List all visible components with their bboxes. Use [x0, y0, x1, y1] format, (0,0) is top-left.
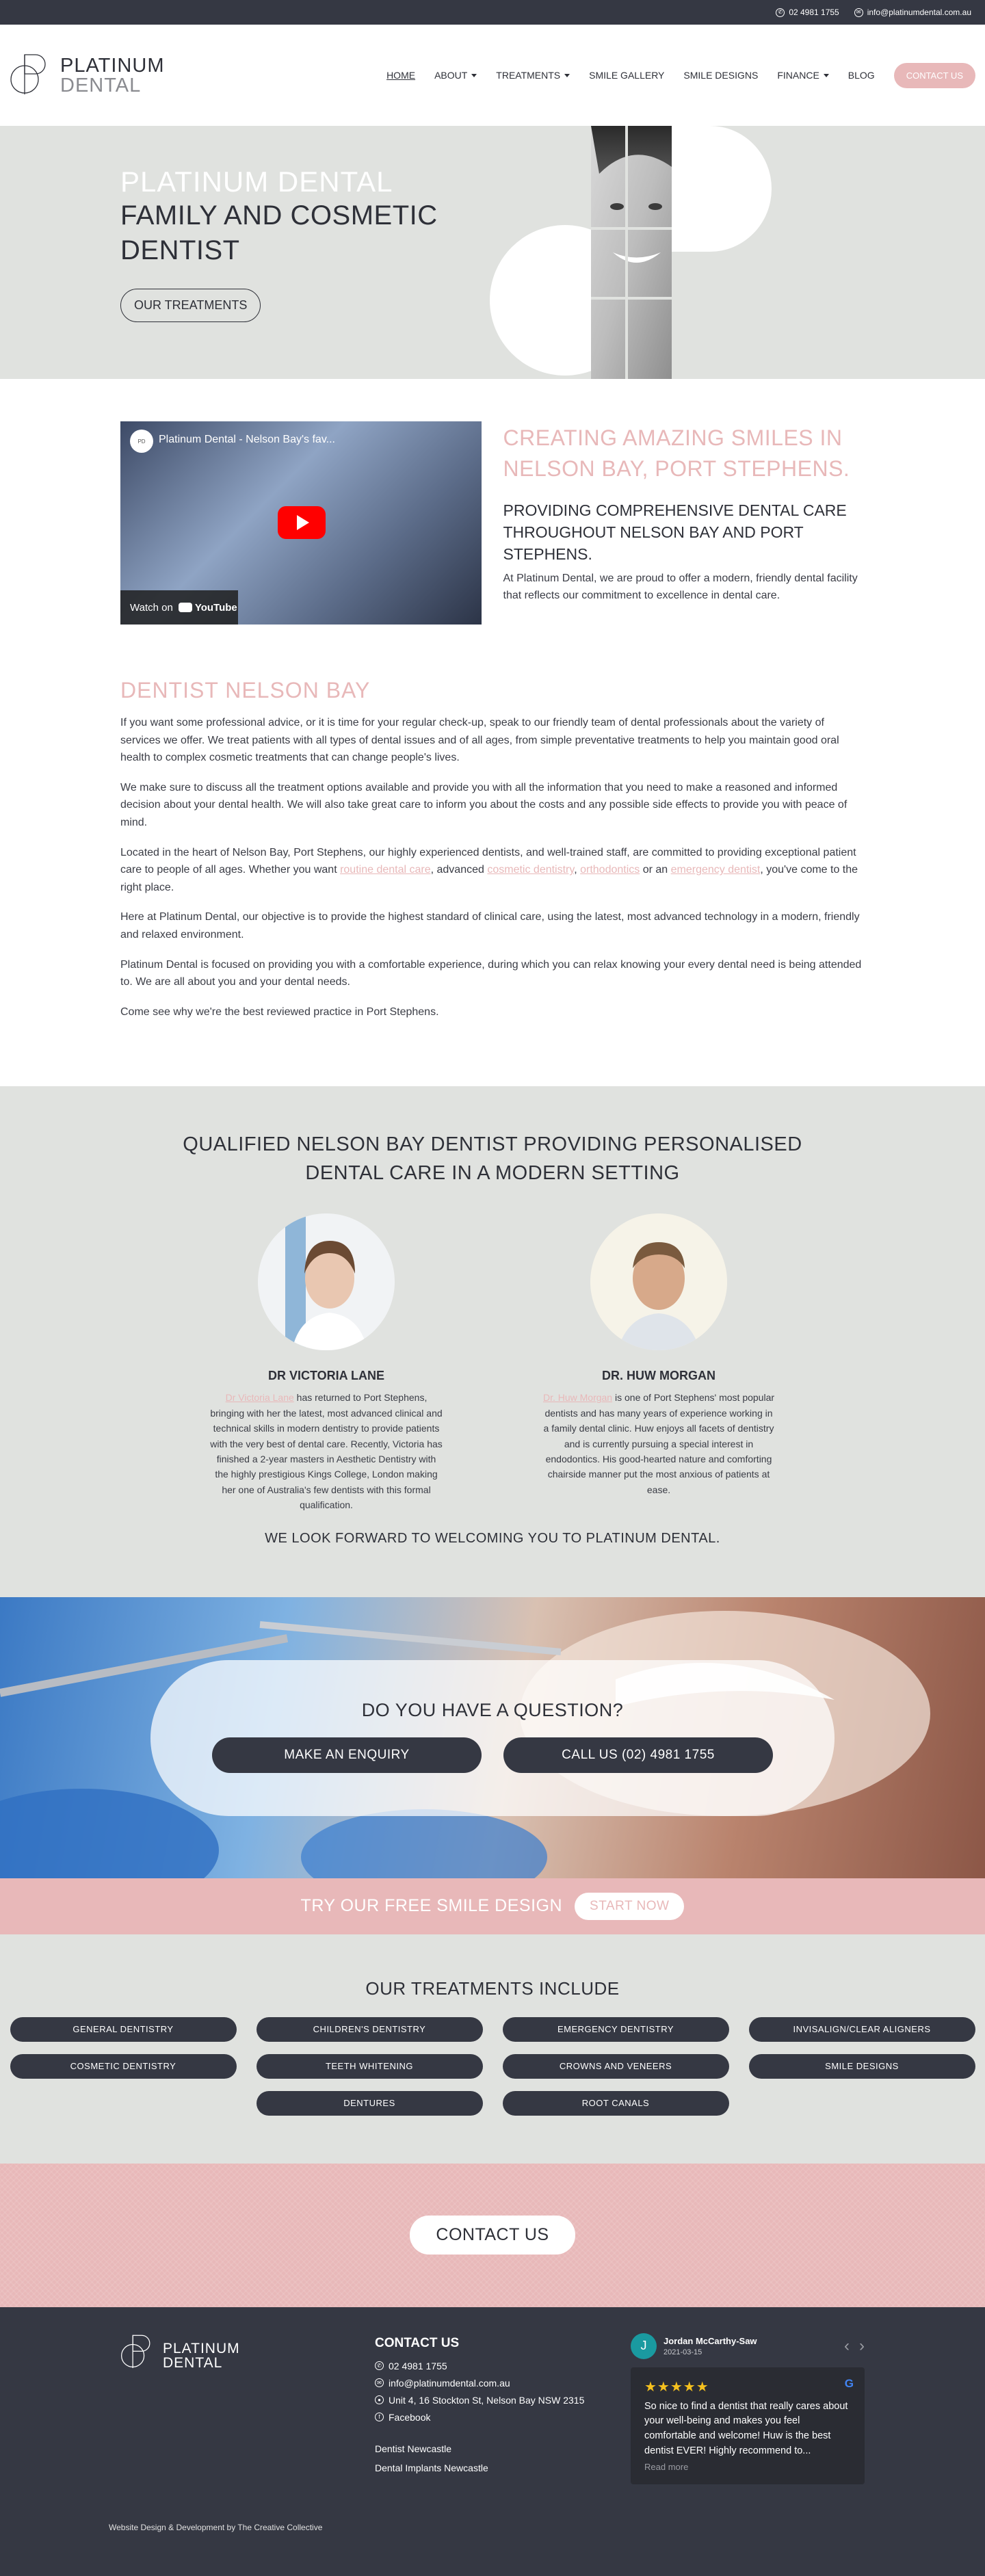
watch-on-label: Watch on — [130, 601, 173, 614]
footer-facebook-text: Facebook — [389, 2411, 431, 2423]
logo-text — [60, 56, 164, 96]
caret-down-icon — [824, 74, 829, 77]
chevron-left-icon[interactable]: ‹ — [844, 2336, 850, 2355]
topbar-email-link[interactable] — [854, 8, 971, 17]
footer-address-link[interactable] — [375, 2395, 584, 2406]
bio-text: is one of Port Stephens' most popular dentists and has many years of experience working in a family dental clinic. Huw enjoys all facets of dentistry and is currently pursuing a special interest in endodontics. His good-hearted nature and comforting chairside manner put the most anxious of patients at ease. — [543, 1392, 775, 1495]
treatment-childrens-dentistry[interactable]: CHILDREN'S DENTISTRY — [257, 2017, 483, 2042]
question-buttons — [150, 1737, 835, 1773]
nav-label: ABOUT — [434, 70, 468, 81]
channel-logo-icon: PD — [130, 430, 153, 453]
topbar-phone-link[interactable] — [776, 8, 839, 17]
nav-label: SMILE GALLERY — [589, 70, 665, 81]
mail-icon: ✉ — [854, 8, 863, 17]
team-heading: QUALIFIED NELSON BAY DENTIST PROVIDING PERSONALISED DENTAL CARE IN A MODERN SETTING — [183, 1133, 802, 1185]
google-review-widget — [631, 2333, 865, 2484]
google-icon: G — [844, 2376, 854, 2390]
doctor-profile-link[interactable]: Dr Victoria Lane — [225, 1392, 294, 1404]
review-arrows — [844, 2337, 865, 2356]
main-nav — [386, 63, 975, 88]
footer-contact — [375, 2336, 584, 2478]
treatment-invisalign[interactable]: INVISALIGN/CLEAR ALIGNERS — [749, 2017, 975, 2042]
about-paragraph-2: We make sure to discuss all the treatment options available and provide you with all the information that you need to make a reasoned and informed decision about your dental health. We will also take great care to inform you about the costs and any possible side effects to provide you with peace of mind. — [120, 781, 848, 828]
treatments-heading: OUR TREATMENTS INCLUDE — [365, 1977, 620, 1999]
doctor-bio — [542, 1390, 775, 1497]
text-span: Located in the heart of Nelson Bay, Port Stephens, our highly experienced dentists, and well-trained staff, are committed to providing exceptional patient care to people of all ages. Whether you want — [120, 846, 856, 876]
hero-title-dark: FAMILY AND COSMETIC DENTIST — [120, 200, 438, 265]
review-body — [631, 2367, 865, 2484]
smile-design-strip — [0, 1878, 985, 1934]
treatment-smile-designs[interactable]: SMILE DESIGNS — [749, 2054, 975, 2079]
hero-section — [0, 126, 985, 379]
mail-icon: ✉ — [375, 2378, 384, 2387]
team-section — [0, 1086, 985, 1596]
footer-address-text: Unit 4, 16 Stockton St, Nelson Bay NSW 2315 — [389, 2394, 585, 2406]
location-pin-icon: ● — [375, 2395, 384, 2404]
about-paragraph-5: Platinum Dental is focused on providing you with a comfortable experience, during which you can relax knowing your every dental need is being attended to. We are all about you and your dental needs. — [120, 958, 862, 988]
facebook-icon: f — [375, 2413, 384, 2421]
footer-email-link[interactable] — [375, 2378, 584, 2389]
intro-paragraph: At Platinum Dental, we are proud to offer a modern, friendly dental facility that reflects our commitment to excellence in dental care. — [503, 573, 858, 601]
logo-line1: PLATINUM — [60, 55, 165, 77]
about-paragraph-6: Come see why we're the best reviewed practice in Port Stephens. — [120, 1006, 439, 1018]
nav-label: BLOG — [848, 70, 875, 81]
hero-text — [120, 166, 476, 322]
footer-phone-link[interactable] — [375, 2361, 584, 2371]
top-bar — [0, 0, 985, 25]
footer-contact-heading: CONTACT US — [375, 2335, 460, 2350]
phone-icon: ✆ — [375, 2361, 384, 2370]
contact-us-button[interactable]: CONTACT US — [410, 2216, 575, 2255]
nav-item-about[interactable] — [434, 70, 477, 81]
treatment-crowns-veneers[interactable]: CROWNS AND VENEERS — [503, 2054, 729, 2079]
reviewer-avatar: J — [631, 2333, 657, 2359]
doctor-bio — [210, 1390, 443, 1512]
smile-design-text: TRY OUR FREE SMILE DESIGN — [300, 1896, 563, 1916]
doctor-avatar — [590, 1213, 727, 1350]
nav-label: HOME — [386, 70, 416, 81]
footer-links — [375, 2439, 584, 2478]
orthodontics-link[interactable]: orthodontics — [580, 864, 640, 876]
treatment-general-dentistry[interactable]: GENERAL DENTISTRY — [10, 2017, 237, 2042]
footer-logo-text — [163, 2341, 240, 2370]
text-span: , advanced — [430, 864, 488, 876]
nav-item-home[interactable] — [386, 70, 415, 81]
topbar-phone-text: 02 4981 1755 — [789, 8, 839, 17]
caret-down-icon — [471, 74, 477, 77]
youtube-video[interactable] — [120, 421, 482, 625]
about-heading: DENTIST NELSON BAY — [120, 678, 371, 702]
review-header — [631, 2333, 865, 2359]
treatment-dentures[interactable]: DENTURES — [257, 2091, 483, 2116]
hero-title-pink: PLATINUM DENTAL — [120, 166, 393, 198]
treatment-emergency-dentistry[interactable]: EMERGENCY DENTISTRY — [503, 2017, 729, 2042]
treatment-cosmetic-dentistry[interactable]: COSMETIC DENTISTRY — [10, 2054, 237, 2079]
footer-logo[interactable] — [120, 2333, 240, 2371]
footer-logo-line2: DENTAL — [163, 2354, 223, 2371]
emergency-dentist-link[interactable]: emergency dentist — [670, 864, 761, 876]
footer-phone-text: 02 4981 1755 — [389, 2360, 447, 2371]
nav-item-smile-gallery[interactable] — [589, 70, 664, 81]
review-text: So nice to find a dentist that really cares about your well-being and makes you feel comfortable and welcome! Huw is the best dentist EVER! Highly recommend to... — [644, 2400, 848, 2456]
logo-link[interactable] — [10, 52, 164, 98]
about-paragraph-3 — [120, 844, 865, 897]
logo-line2: DENTAL — [60, 75, 142, 96]
nav-label: FINANCE — [777, 70, 819, 81]
footer-logo-line1: PLATINUM — [163, 2340, 240, 2356]
welcome-text: WE LOOK FORWARD TO WELCOMING YOU TO PLATINUM DENTAL. — [265, 1530, 720, 1546]
site-header — [0, 25, 985, 126]
text-span: , you've come to the right place. — [120, 864, 858, 893]
reviewer-name: Jordan McCarthy-Saw — [664, 2335, 757, 2346]
dental-implants-newcastle-link[interactable]: Dental Implants Newcastle — [375, 2462, 488, 2473]
intro-heading-dark: PROVIDING COMPREHENSIVE DENTAL CARE THROUGHOUT NELSON BAY AND PORT STEPHENS. — [503, 501, 847, 563]
doctor-card — [542, 1213, 775, 1512]
intro-section — [0, 379, 985, 625]
text-span: , — [574, 864, 581, 876]
topbar-email-text: info@platinumdental.com.au — [867, 8, 971, 17]
treatment-root-canals[interactable]: ROOT CANALS — [503, 2091, 729, 2116]
contact-band — [0, 2164, 985, 2307]
header-contact-button[interactable]: CONTACT US — [894, 63, 975, 88]
doctors-list — [120, 1213, 865, 1512]
youtube-icon — [179, 603, 192, 612]
about-paragraph-4: Here at Platinum Dental, our objective is to provide the highest standard of clinical care, using the latest, most advanced technology in a modern, friendly and relaxed environment. — [120, 911, 860, 941]
treatments-section — [0, 1934, 985, 2164]
caret-down-icon — [564, 74, 570, 77]
doctor-card — [210, 1213, 443, 1512]
footer-facebook-link[interactable] — [375, 2412, 584, 2423]
youtube-label: YouTube — [194, 601, 237, 614]
question-banner — [0, 1597, 985, 1878]
nav-item-smile-designs[interactable] — [683, 70, 758, 81]
bio-text: has returned to Port Stephens, bringing with her the latest, most advanced clinical and technical skills in modern dentistry to provide patients with the very best of dental care. Recently, Victoria has finished a 2-year masters in Aesthetic Dentistry with the highly prestigious Kings College, London making her one of Australia's few dentists with this formal qualification. — [210, 1392, 443, 1511]
treatment-teeth-whitening[interactable]: TEETH WHITENING — [257, 2054, 483, 2079]
question-heading: DO YOU HAVE A QUESTION? — [361, 1699, 624, 1720]
phone-icon: ✆ — [776, 8, 785, 17]
video-title: Platinum Dental - Nelson Bay's fav... — [159, 434, 335, 445]
intro-heading-pink: CREATING AMAZING SMILES IN NELSON BAY, PORT STEPHENS. — [503, 425, 850, 481]
logo-mark-icon — [10, 52, 56, 98]
text-span: or an — [640, 864, 671, 876]
question-panel — [150, 1660, 835, 1816]
nav-item-blog[interactable] — [848, 70, 875, 81]
review-date: 2021-03-15 — [664, 2348, 702, 2356]
about-paragraph-1: If you want some professional advice, or it is time for your regular check-up, speak to our friendly team of dental professionals about the variety of services we offer. We treat patients with all types of dental issues and of all ages, from simple preventative treatments to help you maintain good oral health to complex cosmetic treatments that can change people's lives. — [120, 717, 839, 764]
doctor-profile-link[interactable]: Dr. Huw Morgan — [542, 1392, 613, 1404]
intro-text — [503, 421, 865, 625]
play-button[interactable] — [278, 506, 326, 539]
credit-link[interactable]: Website Design & Development by The Creative Collective — [109, 2522, 323, 2532]
hero-smile-image — [490, 126, 777, 379]
read-more-link[interactable]: Read more — [644, 2461, 689, 2472]
star-rating: ★★★★★ — [644, 2379, 709, 2395]
reviewer-info — [664, 2336, 757, 2356]
call-us-button[interactable]: CALL US (02) 4981 1755 — [503, 1737, 773, 1773]
nav-item-finance[interactable] — [777, 70, 828, 81]
site-footer — [0, 2307, 985, 2576]
start-now-button[interactable]: START NOW — [575, 1893, 684, 1920]
footer-email-text: info@platinumdental.com.au — [389, 2377, 510, 2389]
youtube-logo — [179, 602, 237, 614]
nav-label: TREATMENTS — [496, 70, 561, 81]
nav-item-treatments[interactable] — [496, 70, 570, 81]
watch-on-youtube-button[interactable] — [120, 590, 238, 625]
dentist-newcastle-link[interactable]: Dentist Newcastle — [375, 2443, 452, 2454]
doctor-avatar — [258, 1213, 395, 1350]
nav-label: SMILE DESIGNS — [683, 70, 759, 81]
treatments-grid — [10, 2017, 975, 2116]
our-treatments-button[interactable]: OUR TREATMENTS — [120, 289, 261, 322]
about-section — [0, 625, 985, 1086]
logo-mark-icon — [120, 2333, 159, 2371]
doctor-name: DR. HUW MORGAN — [602, 1369, 715, 1383]
cosmetic-dentistry-link[interactable]: cosmetic dentistry — [487, 864, 575, 876]
doctor-name: DR VICTORIA LANE — [267, 1369, 384, 1383]
routine-dental-care-link[interactable]: routine dental care — [340, 864, 431, 876]
chevron-right-icon[interactable]: › — [859, 2336, 865, 2355]
make-enquiry-button[interactable]: MAKE AN ENQUIRY — [212, 1737, 482, 1773]
